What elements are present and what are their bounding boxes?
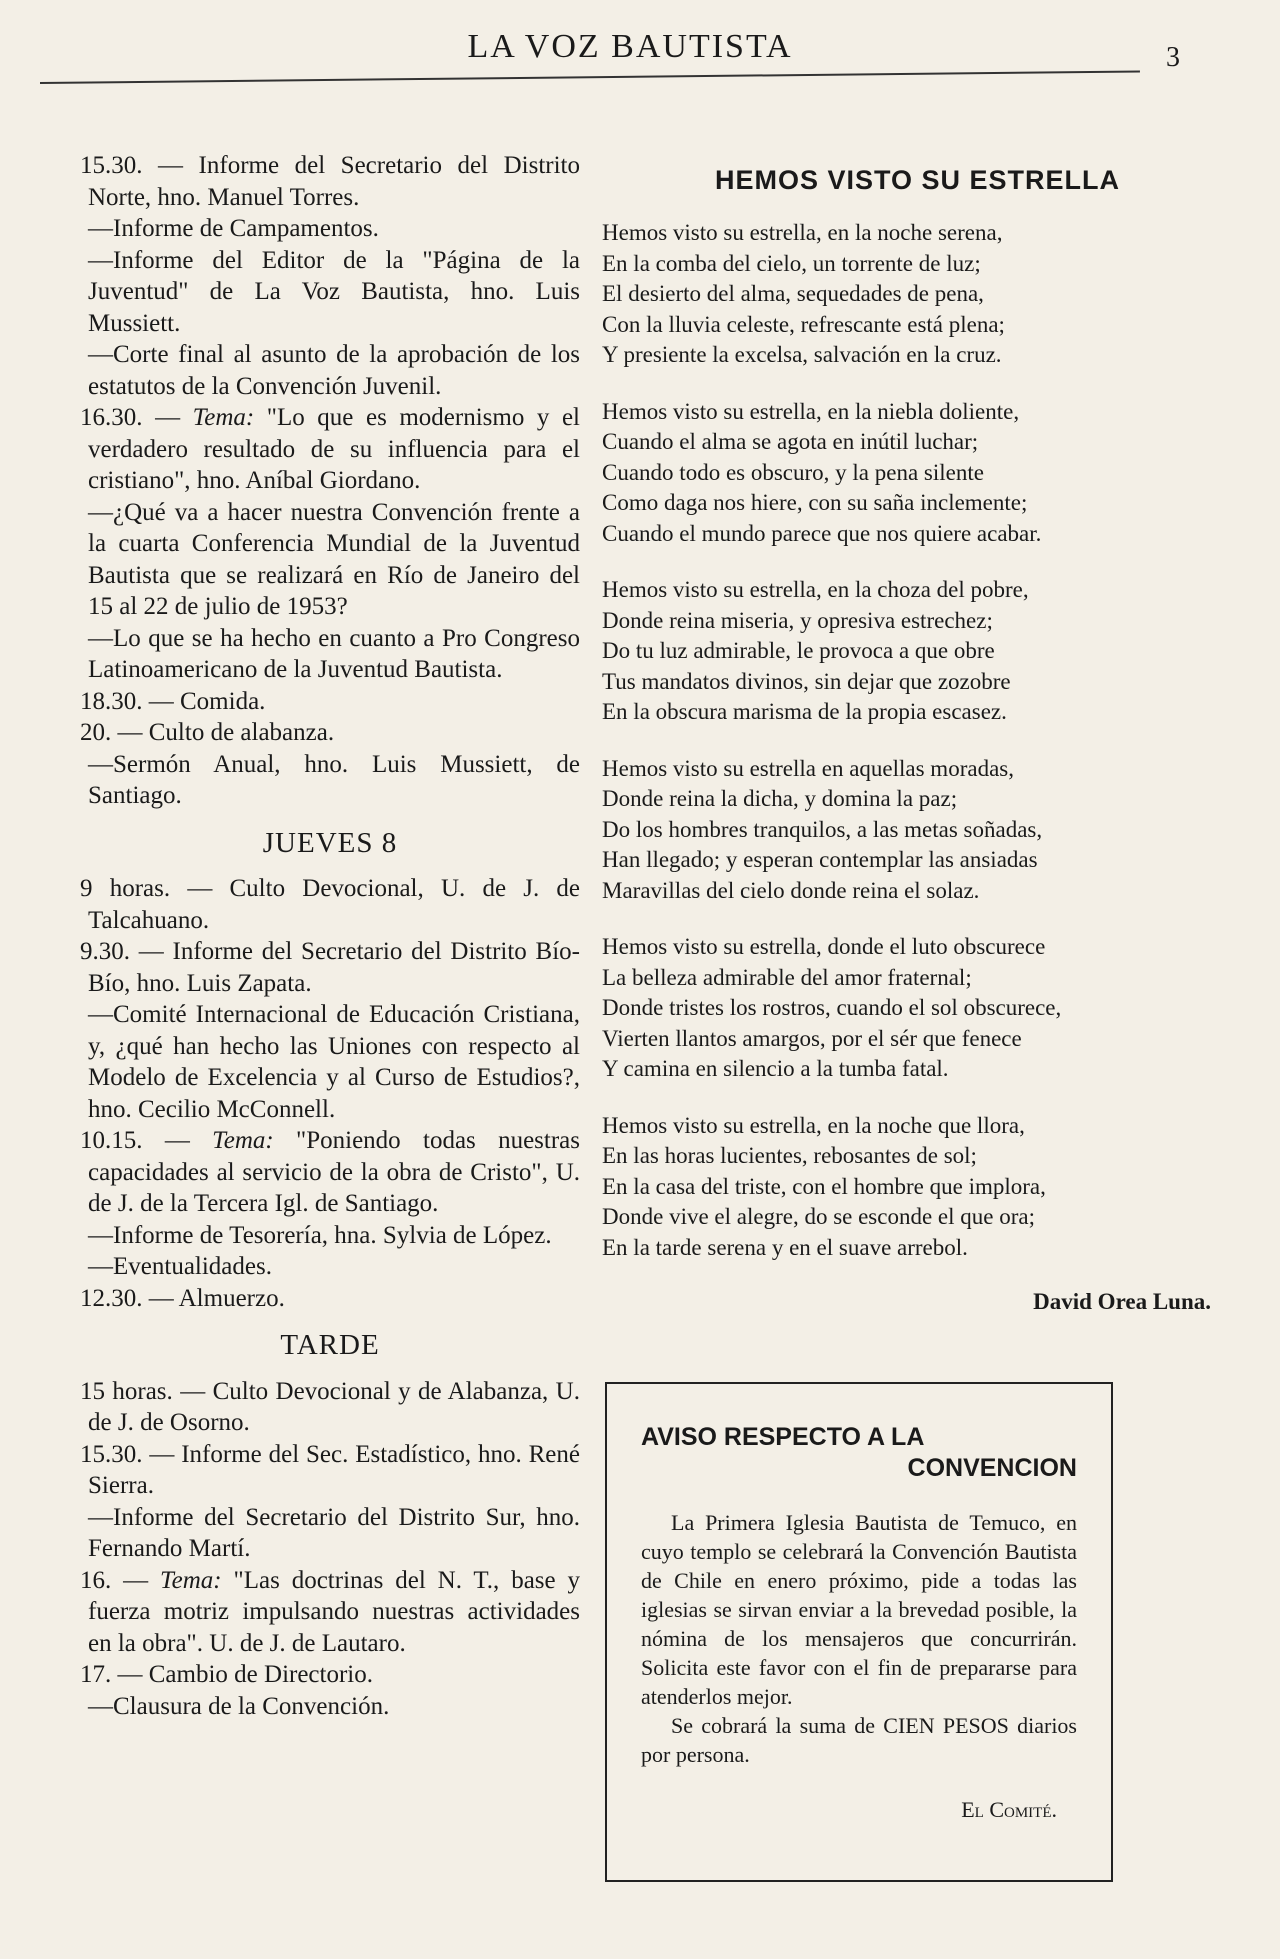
poem-line: En la obscura marisma de la propia escasez. xyxy=(602,699,1007,724)
entry-time: 16. xyxy=(80,1566,112,1594)
notice-signature: El Comité. xyxy=(961,1797,1057,1822)
program-entry xyxy=(80,686,580,718)
poem-line: Donde reina miseria, y opresiva estrechez; xyxy=(602,607,993,633)
entry-time: 10.15. xyxy=(80,1127,143,1154)
program-entry xyxy=(88,1691,580,1723)
program-entry xyxy=(88,1251,580,1283)
masthead xyxy=(40,28,1240,92)
program-entry xyxy=(80,1659,580,1691)
poem-stanzas xyxy=(600,218,1215,1263)
poem-stanza xyxy=(602,932,1215,1085)
poem-line: Donde vive el alegre, do se esconde el que ora; xyxy=(602,1204,1035,1229)
entry-text: — Almuerzo. xyxy=(148,1284,285,1312)
poem-stanza xyxy=(602,218,1215,371)
notice-paragraph: Se cobrará la suma de CIEN PESOS diarios por persona. xyxy=(641,1713,1077,1767)
poem-line: Donde tristes los rostros, cuando el sol obscurece, xyxy=(602,995,1062,1020)
poem-stanza xyxy=(602,575,1215,728)
entry-text: —Lo que se ha hecho en cuanto a Pro Congreso Latinoamericano de la Juventud Bautista. xyxy=(88,624,580,683)
program-block-thursday-afternoon xyxy=(80,1376,580,1723)
entry-text: —Sermón Anual, hno. Luis Mussiett, de Santiago. xyxy=(88,750,580,809)
poem-stanza xyxy=(602,754,1215,907)
program-entry xyxy=(80,873,581,936)
poem-author: David Orea Luna. xyxy=(1033,1289,1211,1314)
entry-time: 16.30. xyxy=(80,404,143,431)
entry-time: 9 horas. xyxy=(80,875,171,902)
poem-line: Do tu luz admirable, le provoca a que obre xyxy=(602,638,995,663)
program-entry xyxy=(88,245,580,340)
poem-line: Y presiente la excelsa, salvación en la cruz. xyxy=(602,342,1002,367)
poem-line: Tus mandatos divinos, sin dejar que zozobre xyxy=(602,668,1011,694)
heading-jueves: JUEVES 8 xyxy=(262,826,398,859)
entry-time: 15 horas. xyxy=(80,1377,173,1405)
program-entry xyxy=(88,749,580,812)
entry-text: — Informe del Secretario del Distrito Bío-Bío, hno. Luis Zapata. xyxy=(88,938,580,997)
notice-title-line1: AVISO RESPECTO A LA xyxy=(641,1423,925,1451)
entry-text: — Culto Devocional, U. de J. de Talcahuano. xyxy=(88,875,581,934)
program-entry xyxy=(88,623,580,686)
poem-line: Han llegado; y esperan contemplar las ansiadas xyxy=(602,847,1038,872)
program-entry xyxy=(80,402,580,497)
entry-time: 12.30. xyxy=(80,1284,143,1312)
entry-text: —Comité Internacional de Educación Cristiana, y, ¿qué han hecho las Uniones con respecto al Modelo de Excelencia y al Curso de Estudios?, hno. Cecilio McConnell. xyxy=(88,1001,580,1123)
program-column xyxy=(80,150,580,1722)
program-entry xyxy=(80,1439,580,1502)
entry-dash: — xyxy=(123,1566,161,1594)
program-entry xyxy=(80,1283,580,1315)
poem-stanza xyxy=(602,1111,1215,1264)
entry-time: 17. xyxy=(80,1661,112,1688)
program-block-wednesday xyxy=(80,150,580,812)
poem-line: Cuando el alma se agota en inútil luchar; xyxy=(602,429,979,454)
notice-title-line2: CONVENCION xyxy=(907,1454,1077,1482)
poem-line: Cuando el mundo parece que nos quiere acabar. xyxy=(602,520,1042,546)
poem-line: Maravillas del cielo donde reina el solaz. xyxy=(602,877,980,903)
entry-tema-label: Tema: xyxy=(212,1127,274,1154)
poem-line: Hemos visto su estrella, en la noche que llora, xyxy=(602,1112,1025,1138)
poem-line: Cuando todo es obscuro, y la pena silente xyxy=(602,459,984,485)
notice-title xyxy=(641,1422,1077,1484)
poem-column xyxy=(600,165,1215,1315)
poem-line: En la casa del triste, con el hombre que implora, xyxy=(602,1173,1046,1199)
poem-line: En la comba del cielo, un torrente de luz; xyxy=(602,250,981,276)
entry-text: —Informe del Editor de la "Página de la Juventud" de La Voz Bautista, hno. Luis Mussiett. xyxy=(88,246,580,337)
program-entry xyxy=(80,936,580,999)
poem-line: Hemos visto su estrella, en la choza del pobre, xyxy=(602,577,1029,602)
program-entry xyxy=(88,213,580,245)
poem-line: En las horas lucientes, rebosantes de sol; xyxy=(602,1143,977,1168)
poem-line: Do los hombres tranquilos, a las metas soñadas, xyxy=(602,816,1043,842)
poem-line: Hemos visto su estrella, en la niebla doliente, xyxy=(602,398,1020,424)
entry-text: —Informe de Tesorería, hna. Sylvia de López. xyxy=(88,1221,552,1249)
entry-text: "Poniendo todas nuestras capacidades al servicio de la obra de Cristo", U. de J. de la Tercera Igl. de Santiago. xyxy=(88,1127,580,1217)
program-entry xyxy=(80,150,580,213)
entry-text: —Eventualidades. xyxy=(88,1253,272,1280)
poem-title: HEMOS VISTO SU ESTRELLA xyxy=(714,165,1121,195)
notice-paragraph: La Primera Iglesia Bautista de Temuco, en cuyo templo se celebrará la Convención Bautista de Chile en enero próximo, pide a todas las iglesias se sirvan enviar a la brevedad posible, la nómina de los mensajeros que concurrirán. Solicita este favor con el fin de prepararse para atenderlos mejor. xyxy=(641,1510,1077,1709)
entry-tema-label: Tema: xyxy=(160,1566,222,1594)
entry-dash: — xyxy=(164,1127,213,1154)
entry-time: 18.30. xyxy=(80,687,143,715)
entry-time: 15.30. xyxy=(80,1440,143,1468)
entry-tema-label: Tema: xyxy=(192,404,255,431)
program-entry xyxy=(80,1125,580,1220)
poem-line: El desierto del alma, sequedades de pena, xyxy=(602,281,984,306)
poem-line: Hemos visto su estrella, donde el luto obscurece xyxy=(602,934,1046,959)
program-entry xyxy=(88,339,580,402)
program-entry xyxy=(80,1376,580,1439)
poem-line: Hemos visto su estrella, en la noche serena, xyxy=(602,220,1003,245)
header-rule xyxy=(40,70,1140,84)
program-entry xyxy=(88,497,580,623)
program-entry xyxy=(88,1220,580,1252)
entry-text: — Culto Devocional y de Alabanza, U. de J. de Osorno. xyxy=(88,1377,580,1436)
entry-text: — Comida. xyxy=(148,687,266,715)
poem-stanza xyxy=(602,397,1215,550)
poem-line: Hemos visto su estrella en aquellas moradas, xyxy=(602,755,1014,781)
heading-tarde: TARDE xyxy=(280,1329,380,1361)
program-entry xyxy=(80,717,580,749)
program-entry xyxy=(80,1565,581,1660)
publication-title: LA VOZ BAUTISTA xyxy=(467,28,793,65)
poem-line: Como daga nos hiere, con su saña inclemente; xyxy=(602,490,1028,515)
convention-notice-box xyxy=(605,1382,1113,1882)
poem-line: La belleza admirable del amor fraternal; xyxy=(602,964,972,990)
program-block-thursday-morning xyxy=(80,873,580,1314)
poem-line: Donde reina la dicha, y domina la paz; xyxy=(602,786,958,811)
entry-text: —Informe de Campamentos. xyxy=(88,215,379,242)
entry-text: — Informe del Sec. Estadístico, hno. René Sierra. xyxy=(88,1440,580,1499)
entry-dash: — xyxy=(155,404,193,431)
poem-line: En la tarde serena y en el suave arrebol. xyxy=(602,1234,968,1260)
entry-text: —Informe del Secretario del Distrito Sur, hno. Fernando Martí. xyxy=(88,1503,580,1562)
entry-time: 15.30. xyxy=(80,152,143,179)
entry-text: "Las doctrinas del N. T., base y fuerza motriz impulsando nuestras actividades en la obra". U. de J. de Lautaro. xyxy=(88,1566,581,1657)
page-number: 3 xyxy=(1166,42,1180,73)
notice-body xyxy=(641,1508,1077,1769)
entry-text: — Culto de alabanza. xyxy=(117,719,335,746)
poem-line: Y camina en silencio a la tumba fatal. xyxy=(602,1056,949,1081)
entry-text: —Clausura de la Convención. xyxy=(88,1692,390,1720)
poem-line: Con la lluvia celeste, refrescante está plena; xyxy=(602,311,1005,337)
program-entry xyxy=(88,999,580,1125)
entry-text: "Lo que es modernismo y el verdadero resultado de su influencia para el cristiano", hno. Aníbal Giordano. xyxy=(88,404,580,494)
entry-text: —Corte final al asunto de la aprobación de los estatutos de la Convención Juvenil. xyxy=(88,341,580,400)
entry-time: 20. xyxy=(80,719,112,746)
entry-text: — Informe del Secretario del Distrito Norte, hno. Manuel Torres. xyxy=(88,152,580,211)
program-entry xyxy=(88,1502,580,1565)
entry-time: 9.30. xyxy=(80,938,130,965)
poem-line: Vierten llantos amargos, por el sér que fenece xyxy=(602,1025,1022,1051)
entry-text: —¿Qué va a hacer nuestra Convención frente a la cuarta Conferencia Mundial de la Juventud Bautista que se realizará en Río de Janeiro del 15 al 22 de julio de 1953? xyxy=(88,498,580,620)
entry-text: — Cambio de Directorio. xyxy=(117,1661,373,1688)
